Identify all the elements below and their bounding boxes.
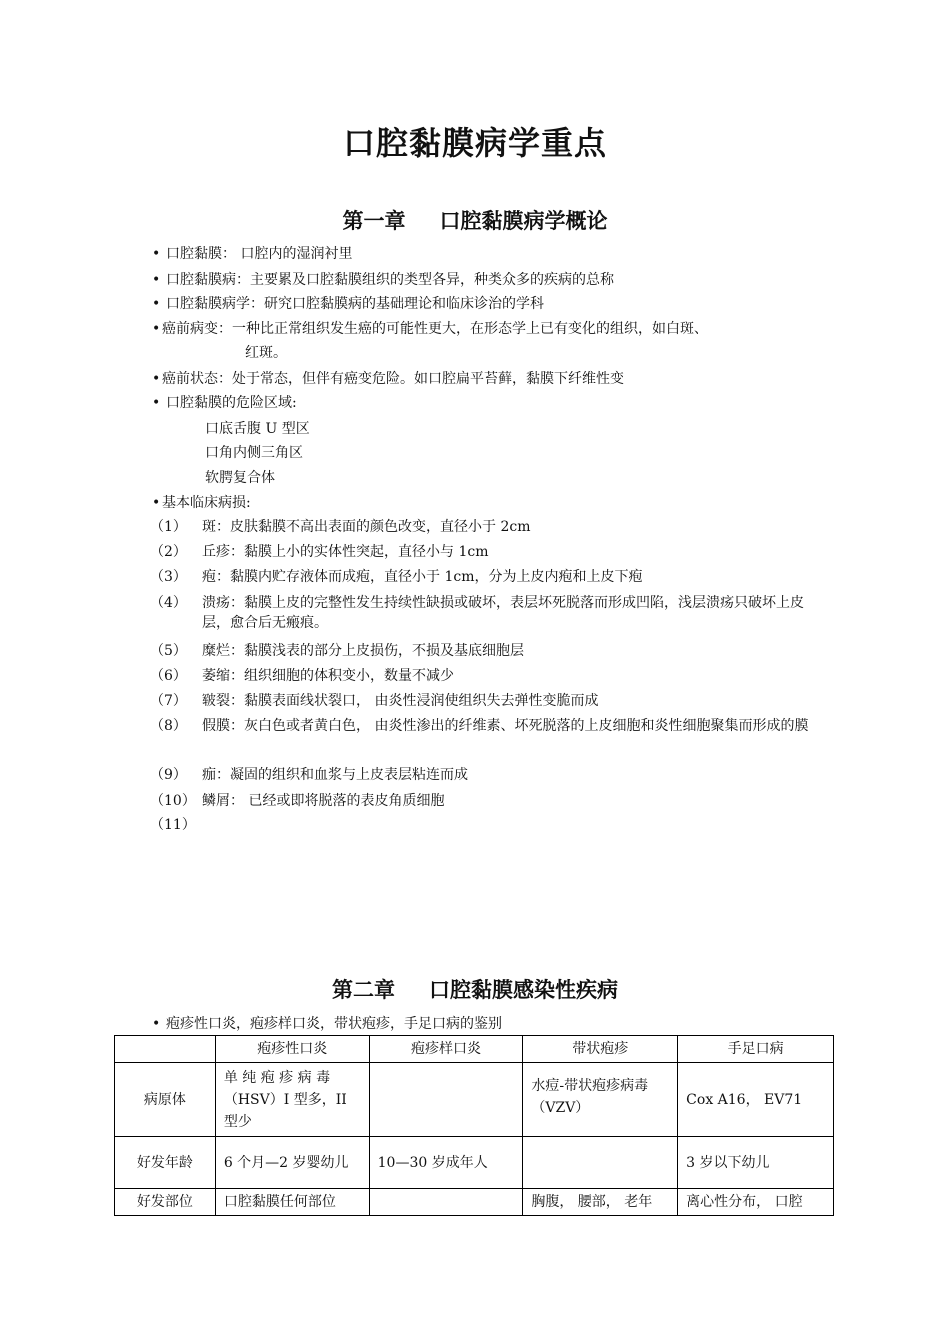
lesion-item: （9） 痂：凝固的组织和血浆与上皮表层粘连而成 — [150, 767, 468, 783]
chapter1-name: 口腔黏膜病学概论 — [439, 209, 608, 233]
danger-zone-item: 口底舌腹 U 型区 — [205, 421, 310, 437]
lesions-label: • 基本临床病损: — [152, 495, 251, 511]
chapter1-label: 第一章 — [342, 209, 406, 233]
danger-zone-item: 口角内侧三角区 — [205, 445, 303, 461]
bullet-item: • 口腔黏膜病学：研究口腔黏膜病的基础理论和临床诊治的学科 — [152, 296, 544, 312]
danger-zone-item: 软腭复合体 — [205, 470, 275, 486]
bullet-item: • 口腔黏膜病：主要累及口腔黏膜组织的类型各异，种类众多的疾病的总称 — [152, 272, 614, 288]
lesion-item: （7） 皲裂：黏膜表面线状裂口， 由炎性浸润使组织失去弹性变脆而成 — [150, 693, 599, 709]
table-cell: 离心性分布， 口腔 — [678, 1189, 834, 1216]
table-cell: 单 纯 疱 疹 病 毒（HSV）I 型多，II 型少 — [215, 1063, 369, 1137]
table-header-cell: 带状疱疹 — [523, 1036, 678, 1063]
lesion-item: （10） 鳞屑： 已经或即将脱落的表皮角质细胞 — [150, 793, 445, 809]
table-row — [115, 1189, 834, 1216]
lesion-item: （11） — [150, 817, 196, 833]
table-header-row — [115, 1036, 834, 1063]
lesion-item: （3） 疱：黏膜内贮存液体而成疱，直径小于 1cm，分为上皮内疱和上皮下疱 — [150, 569, 643, 585]
table-cell: 水痘-带状疱疹病毒（VZV） — [523, 1063, 678, 1137]
table-cell: 好发部位 — [115, 1189, 216, 1216]
table-cell: 3 岁以下幼儿 — [678, 1137, 834, 1189]
bullet-item: • 疱疹性口炎，疱疹样口炎，带状疱疹，手足口病的鉴别 — [152, 1016, 502, 1032]
page-title: 口腔黏膜病学重点 — [342, 124, 607, 162]
precancer-lesion: • 癌前病变：一种比正常组织发生癌的可能性更大，在形态学上已有变化的组织，如白斑、 — [152, 321, 708, 337]
table-cell: Cox A16， EV71 — [678, 1063, 834, 1137]
table-cell: 好发年龄 — [115, 1137, 216, 1189]
table-cell: 10—30 岁成年人 — [369, 1137, 523, 1189]
lesion-item: （5） 糜烂：黏膜浅表的部分上皮损伤，不损及基底细胞层 — [150, 643, 524, 659]
table-cell — [369, 1189, 523, 1216]
lesion-item: （8） 假膜：灰白色或者黄白色， 由炎性渗出的纤维素、坏死脱落的上皮细胞和炎性细胞聚集而形成的膜 — [150, 718, 809, 734]
danger-zone-label: • 口腔黏膜的危险区域: — [152, 395, 297, 411]
precancer-lesion-cont: 红斑。 — [245, 345, 287, 361]
precancer-state: • 癌前状态：处于常态，但伴有癌变危险。如口腔扁平苔藓，黏膜下纤维性变 — [152, 371, 624, 387]
chapter2-heading — [0, 974, 950, 1004]
table-row — [115, 1137, 834, 1189]
table-header-cell — [115, 1036, 216, 1063]
lesion-item: （1） 斑：皮肤黏膜不高出表面的颜色改变，直径小于 2cm — [150, 519, 531, 535]
lesion-item: （4） 溃疡：黏膜上皮的完整性发生持续性缺损或破坏，表层坏死脱落而形成凹陷，浅层溃疡只破坏上皮层，愈合后无瘢痕。 — [150, 595, 804, 631]
chapter2-name: 口腔黏膜感染性疾病 — [429, 978, 618, 1002]
chapter1-heading — [0, 205, 950, 235]
comparison-table — [114, 1035, 834, 1216]
table-row — [115, 1063, 834, 1137]
table-cell — [523, 1137, 678, 1189]
chapter2-label: 第二章 — [332, 978, 395, 1002]
table-cell: 病原体 — [115, 1063, 216, 1137]
table-cell: 口腔黏膜任何部位 — [215, 1189, 369, 1216]
bullet-item: • 口腔黏膜： 口腔内的湿润衬里 — [152, 246, 353, 262]
table-header-cell: 疱疹样口炎 — [369, 1036, 523, 1063]
lesion-item: （6） 萎缩：组织细胞的体积变小，数量不减少 — [150, 668, 454, 684]
table-cell: 胸腹， 腰部， 老年 — [523, 1189, 678, 1216]
table-header-cell: 手足口病 — [678, 1036, 834, 1063]
table-cell: 6 个月—2 岁婴幼儿 — [215, 1137, 369, 1189]
table-header-cell: 疱疹性口炎 — [215, 1036, 369, 1063]
table-cell — [369, 1063, 523, 1137]
lesion-item: （2） 丘疹：黏膜上小的实体性突起，直径小与 1cm — [150, 544, 489, 560]
